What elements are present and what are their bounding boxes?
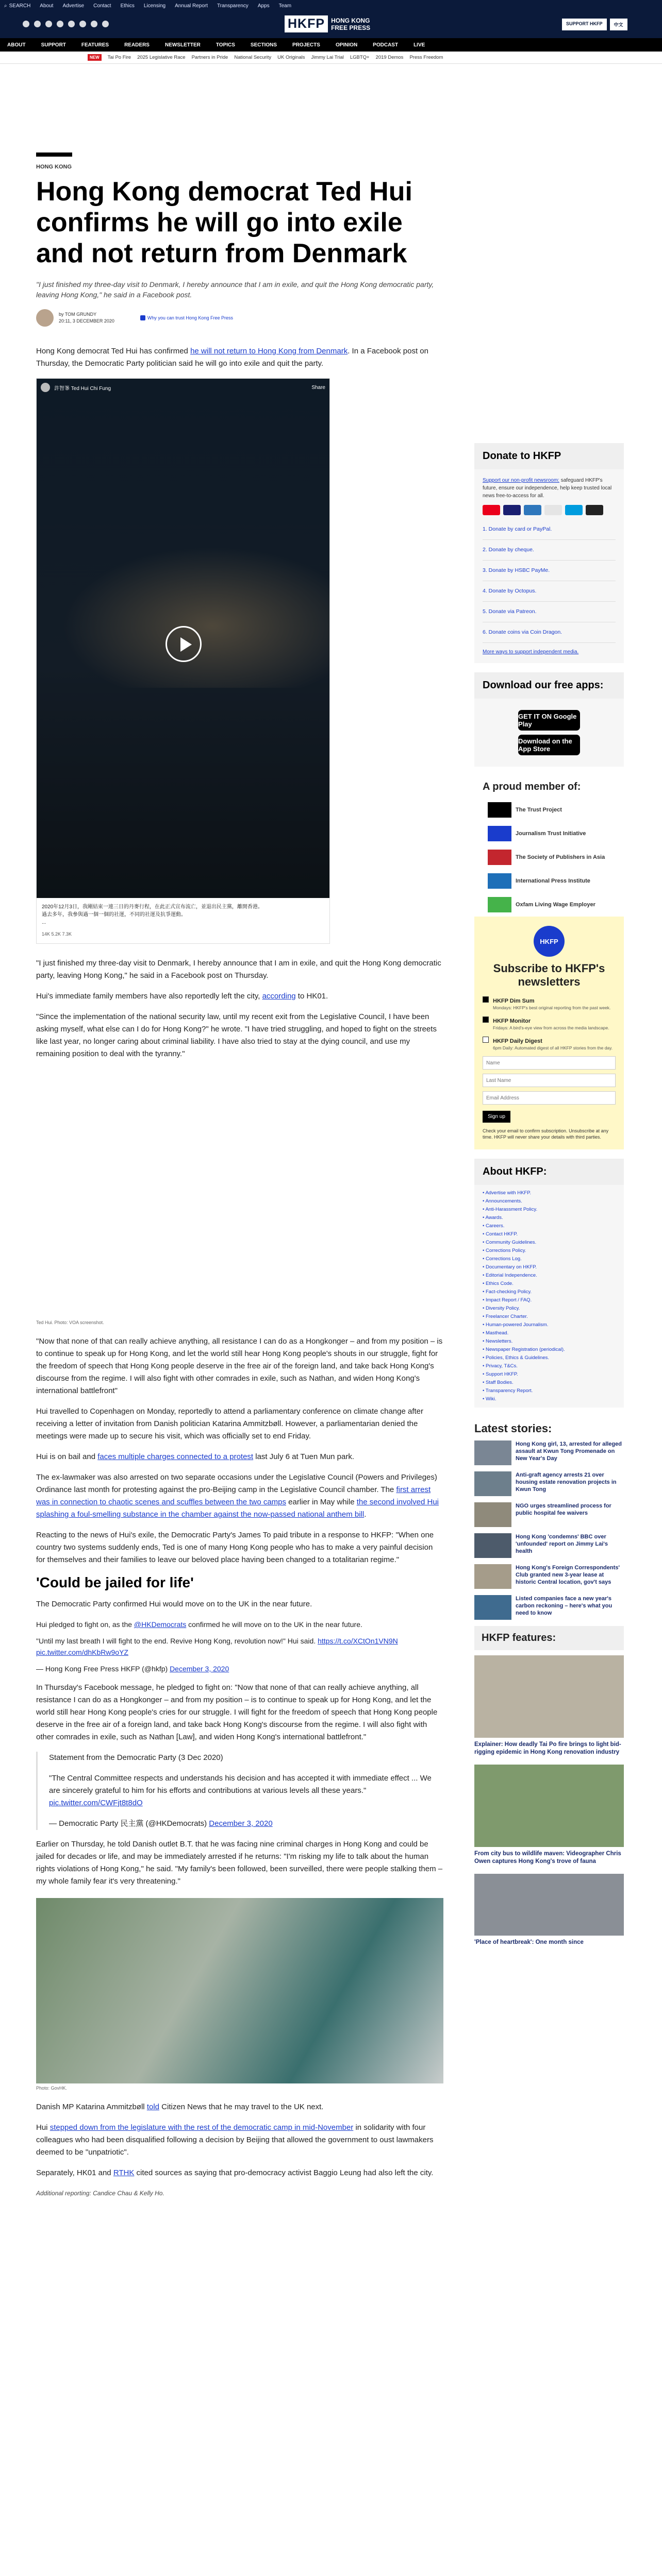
subnav-link[interactable]: 2025 Legislative Race: [137, 55, 186, 60]
story-thumbnail[interactable]: [474, 1440, 511, 1465]
donate-heading: Donate to HKFP: [474, 443, 624, 469]
share-button[interactable]: Share: [311, 384, 325, 391]
paragraph: Hui travelled to Copenhagen on Monday, reportedly to attend a parliamentary conference on climate change after receiving a letter of invitation from Danish politician Katarina Ammitzbøll. However, a parliamentarian denied the meetings were made up to secure his visit, which was officially set to end Friday.: [36, 1407, 424, 1440]
author-avatar: [36, 309, 54, 327]
nav-item[interactable]: TOPICS: [216, 42, 235, 48]
donate-panel: [474, 443, 624, 663]
inline-link[interactable]: stepped down from the legislature with the rest of the democratic camp in mid-November: [49, 2123, 354, 2132]
about-link[interactable]: • Wiki.: [483, 1396, 496, 1402]
paragraph: Reacting to the news of Hui's exile, the Democratic Party's James To paid tribute in a response to HKFP: "When one country two systems suddenly ends, Ted is one of many Hong Kong people who has to make a very painful decision for themselves and their families to leave our beloved place having been changed to a totalitarian regime.": [36, 1531, 434, 1564]
utility-link[interactable]: Team: [278, 3, 292, 9]
subnav-link[interactable]: 2019 Demos: [375, 55, 404, 60]
video-still: [37, 533, 329, 688]
nav-item[interactable]: PROJECTS: [292, 42, 320, 48]
trust-link[interactable]: Why you can trust Hong Kong Free Press: [140, 315, 233, 321]
donate-intro-link[interactable]: Support our non-profit newsroom:: [483, 478, 559, 483]
newsletter-logo: HKFP: [534, 926, 565, 957]
tweet-date-link[interactable]: December 3, 2020: [170, 1665, 229, 1673]
story-item[interactable]: [474, 1595, 624, 1620]
category-kicker[interactable]: HONG KONG: [36, 164, 72, 170]
about-link[interactable]: • Announcements.: [483, 1198, 522, 1204]
latest-heading: Latest stories:: [474, 1422, 552, 1435]
nav-item[interactable]: OPINION: [335, 42, 358, 48]
about-link[interactable]: • Staff Bodies.: [483, 1380, 514, 1385]
utility-bar: [0, 0, 662, 11]
signup-button[interactable]: Sign up: [483, 1111, 510, 1123]
subnav-link[interactable]: LGBTQ+: [350, 55, 370, 60]
member-logo[interactable]: Journalism Trust Initiative: [474, 822, 624, 845]
paragraph: Separately, HK01 and RTHK cited sources as saying that pro-democracy activist Baggio Leung had also left the city.: [36, 2168, 434, 2177]
about-link[interactable]: • Advertise with HKFP.: [483, 1190, 531, 1196]
paypal-icon: [565, 505, 583, 515]
about-link[interactable]: • Policies, Ethics & Guidelines.: [483, 1355, 549, 1361]
tweet-text: "The Central Committee respects and understands his decision and has accepted it with immediate effect ... We are sincerely grateful to him for his efforts and contributions at various levels all these years." pic.twitter.com/CWFjt8t8dO: [49, 1774, 432, 1807]
about-link[interactable]: • Transparency Report.: [483, 1388, 533, 1394]
ipi-logo: [488, 873, 511, 889]
inline-link[interactable]: first arrest was in connection to chaotic scenes and scuffles between the two camps: [36, 1485, 431, 1506]
apps-heading: Download our free apps:: [474, 672, 624, 699]
image-caption: Ted Hui. Photo: VOA screenshot.: [36, 1320, 104, 1325]
amex-icon: [524, 505, 541, 515]
author-name[interactable]: by TOM GRUNDY: [59, 312, 97, 317]
google-play-button[interactable]: GET IT ON Google Play: [518, 710, 580, 731]
feature-title[interactable]: Explainer: How deadly Tai Po fire brings to light bid-rigging epidemic in Hong Kong renovation industry: [474, 1741, 621, 1755]
checkbox[interactable]: [483, 1016, 489, 1023]
support-button[interactable]: SUPPORT HKFP: [562, 19, 607, 30]
features-panel: [474, 1626, 624, 1946]
first-name-input[interactable]: [483, 1056, 616, 1070]
subnav-link[interactable]: Partners in Pride: [191, 55, 228, 60]
member-logo[interactable]: The Trust Project: [474, 798, 624, 822]
paragraph: Earlier on Thursday, he told Danish outlet B.T. that he was facing nine criminal charges in Hong Kong and could be jailed for decades or life, and may be immediately arrested if he returns: "I'm risking my life to talk about the human rights violations of Hong Kong," he said. "My family's been followed, been surveilled, there were people stalking them – my whole family fear it's very threatening.": [36, 1840, 443, 1886]
subnav-link[interactable]: UK Originals: [277, 55, 305, 60]
about-link[interactable]: • Editorial Independence.: [483, 1273, 537, 1278]
visa-icon: [503, 505, 521, 515]
search-button[interactable]: ⌕ SEARCH: [4, 3, 31, 9]
feature-image[interactable]: [474, 1874, 624, 1936]
story-title[interactable]: Hong Kong 'condemns' BBC over 'unfounded' report on Jimmy Lai's health: [516, 1534, 608, 1554]
logo-name: HONG KONG FREE PRESS: [331, 16, 371, 31]
newsletter-fineprint: Check your email to confirm subscription. Unsubscribe at any time. HKFP will never share your details with third parties.: [483, 1128, 609, 1140]
checkbox[interactable]: [483, 1037, 489, 1043]
facebook-icon[interactable]: [23, 21, 29, 27]
logo-mark: HKFP: [285, 15, 328, 32]
inline-link[interactable]: he will not return to Hong Kong from Denmark: [190, 347, 348, 355]
utility-link[interactable]: Ethics: [120, 3, 135, 9]
additional-reporting: Additional reporting: Candice Chau & Kelly Ho.: [36, 2190, 164, 2197]
video-player[interactable]: [37, 379, 329, 898]
paragraph: In Thursday's Facebook message, he pledged to fight on: "Now that none of that can really achieve anything, all resistance I can do as a Hongkonger – and from my position – is to continue to speak up for Hong Kong, and let the world still hear Hong Kong people's cries for our struggle. I will fight for the freedom of speech that Hong Kong people deserve in the free air of a foreign land, and take back Hong Kong's discourse from the regime. I will also fight with other comrades in exile, such as Nathan [Law], and widen Hong Kong's international battlefront.": [36, 1683, 438, 1741]
article-dek: "I just finished my three-day visit to Denmark, I hereby announce that I am in exile, and quit the Hong Kong democratic party, leaving Hong Kong," he said in a Facebook post.: [36, 280, 434, 299]
x-icon[interactable]: [34, 21, 41, 27]
about-link[interactable]: • Careers.: [483, 1223, 505, 1229]
about-link[interactable]: • Support HKFP.: [483, 1371, 518, 1377]
section-heading: 'Could be jailed for life': [36, 1574, 194, 1590]
feature-image[interactable]: [474, 1765, 624, 1847]
about-link[interactable]: • Documentary on HKFP.: [483, 1264, 537, 1270]
instagram-icon[interactable]: [45, 21, 52, 27]
main-nav: [0, 38, 662, 52]
member-logo[interactable]: The Society of Publishers in Asia: [474, 845, 624, 869]
story-title[interactable]: NGO urges streamlined process for public hospital fee waivers: [516, 1503, 611, 1516]
tweet-embed: [36, 1752, 443, 1830]
masthead-actions: [562, 19, 627, 30]
about-link[interactable]: • Privacy, T&Cs.: [483, 1363, 518, 1369]
applepay-icon: [586, 505, 603, 515]
utility-link[interactable]: About: [40, 3, 54, 9]
inline-link[interactable]: RTHK: [113, 2168, 135, 2177]
subnav-link[interactable]: Tai Po Fire: [107, 55, 131, 60]
unionpay-icon: [544, 505, 562, 515]
about-heading: About HKFP:: [474, 1159, 624, 1185]
nav-item[interactable]: NEWSLETTER: [164, 42, 201, 48]
paragraph: Hui stepped down from the legislature with the rest of the democratic camp in mid-November in solidarity with four colleagues who had been disqualified following a decision by Beijing that allowed the government to oust lawmakers deemed to be "unpatriotic".: [36, 2123, 434, 2157]
subnav-link[interactable]: Jimmy Lai Trial: [311, 55, 344, 60]
search-icon: ⌕: [4, 3, 7, 9]
sopa-logo: [488, 850, 511, 865]
story-thumbnail[interactable]: [474, 1471, 511, 1496]
masthead: [0, 11, 662, 38]
donate-option[interactable]: 2. Donate by cheque.: [483, 540, 616, 561]
member-heading: A proud member of:: [483, 781, 581, 792]
feature-title[interactable]: 'Place of heartbreak': One month since: [474, 1939, 584, 1945]
story-thumbnail[interactable]: [474, 1564, 511, 1589]
about-link[interactable]: • Newsletters.: [483, 1338, 513, 1344]
site-logo[interactable]: [285, 15, 370, 32]
utility-link[interactable]: Apps: [257, 3, 270, 9]
utility-link[interactable]: Licensing: [143, 3, 166, 9]
byline: [36, 309, 443, 327]
article-image: [36, 1071, 443, 1318]
tweet-attribution: — Democratic Party 民主黨 (@HKDemocrats) December 3, 2020: [49, 1819, 273, 1828]
feature-item[interactable]: [474, 1874, 624, 1946]
utility-link[interactable]: Contact: [93, 3, 111, 9]
profile-picture: [41, 383, 50, 392]
nav-item[interactable]: FEATURES: [81, 42, 109, 48]
feature-item[interactable]: [474, 1655, 624, 1756]
tweet-embed: Hui pledged to fight on, as the @HKDemocrats confirmed he will move on to the UK in the near future. "Until my last breath I will fight to the end. Revive Hong Kong, revolution now!" Hui said. https://t.co/XCtOn1VN9N pic.twitter.com/dhKbRw9oYZ — Hong Kong Free Press HKFP (@hkfp) December 3, 2020: [36, 1620, 398, 1673]
reaction-counts: 14K 5.2K 7.3K: [42, 931, 72, 937]
story-title[interactable]: Anti-graft agency arrests 21 over housing estate renovation projects in Kwun Tong: [516, 1472, 617, 1493]
nav-item[interactable]: LIVE: [413, 42, 425, 48]
article-image: [36, 1898, 443, 2083]
story-item[interactable]: [474, 1533, 624, 1558]
rss-icon[interactable]: [102, 21, 109, 27]
member-logo[interactable]: International Press Institute: [474, 869, 624, 893]
about-link[interactable]: • Corrections Log.: [483, 1256, 522, 1262]
play-icon[interactable]: [166, 626, 202, 662]
nav-item[interactable]: PODCAST: [373, 42, 399, 48]
app-store-button[interactable]: Download on the App Store: [518, 735, 580, 755]
checkbox[interactable]: [483, 996, 489, 1003]
nav-item[interactable]: SUPPORT: [41, 42, 66, 48]
story-item[interactable]: [474, 1440, 624, 1465]
about-link[interactable]: • Freelancer Charter.: [483, 1314, 528, 1319]
feature-image[interactable]: [474, 1655, 624, 1738]
utility-link[interactable]: Advertise: [62, 3, 85, 9]
oxfam-logo: [488, 897, 511, 912]
donate-option[interactable]: 1. Donate by card or PayPal.: [483, 519, 616, 540]
article-title: Hong Kong democrat Ted Hui confirms he will go into exile and not return from Denmark: [36, 177, 412, 268]
nav-item[interactable]: READERS: [124, 42, 150, 48]
subnav-link[interactable]: National Security: [234, 55, 272, 60]
about-link[interactable]: • Masthead.: [483, 1330, 509, 1336]
newsletter-panel: [474, 917, 624, 1149]
threads-icon[interactable]: [57, 21, 63, 27]
embed-author[interactable]: 許智峯 Ted Hui Chi Fung: [54, 385, 111, 392]
kicker-rule: [36, 152, 72, 157]
tweet-text: Statement from the Democratic Party (3 Dec 2020): [49, 1753, 223, 1762]
mastercard-icon: [483, 505, 500, 515]
story-thumbnail[interactable]: [474, 1595, 511, 1620]
about-link[interactable]: • Anti-Harassment Policy.: [483, 1207, 538, 1212]
last-name-input[interactable]: [483, 1074, 616, 1087]
inline-link[interactable]: faces multiple charges connected to a protest: [97, 1452, 254, 1461]
paragraph: Hui is on bail and faces multiple charges connected to a protest last July 6 at Tuen Mun park.: [36, 1452, 355, 1461]
youtube-icon[interactable]: [68, 21, 75, 27]
story-item[interactable]: [474, 1564, 624, 1589]
paragraph: Danish MP Katarina Ammitzbøll told Citizen News that he may travel to the UK next.: [36, 2103, 324, 2111]
linkedin-icon[interactable]: [79, 21, 86, 27]
newsletter-option[interactable]: HKFP Dim Sum Mondays: HKFP's best original reporting from the past week.: [483, 996, 616, 1011]
support-more-link[interactable]: More ways to support independent media.: [483, 649, 579, 655]
donate-option[interactable]: 3. Donate by HSBC PayMe.: [483, 561, 616, 581]
nav-item[interactable]: SECTIONS: [250, 42, 277, 48]
feature-title[interactable]: From city bus to wildlife maven: Videographer Chris Owen captures Hong Kong's trove of fauna: [474, 1851, 621, 1865]
donate-intro: Support our non-profit newsroom: safeguard HKFP's future, ensure our independence, help keep trusted local news free-to-access for all.: [483, 478, 612, 499]
language-button[interactable]: 中文: [610, 19, 627, 30]
sidebar: [474, 443, 624, 1955]
sub-nav: [0, 52, 662, 64]
trust-project-logo: [488, 802, 511, 818]
newsletter-option[interactable]: HKFP Monitor Fridays: A bird's-eye view from across the media landscape.: [483, 1016, 616, 1031]
article: [36, 152, 443, 2197]
member-logo[interactable]: Oxfam Living Wage Employer: [474, 893, 624, 917]
publish-date: 20:11, 3 DECEMBER 2020: [59, 318, 114, 324]
story-item[interactable]: [474, 1502, 624, 1527]
apps-panel: [474, 672, 624, 767]
story-thumbnail[interactable]: [474, 1533, 511, 1558]
inline-link[interactable]: told: [146, 2103, 159, 2111]
trust-icon: [140, 315, 145, 320]
facebook-video-embed: [36, 378, 330, 944]
jti-logo: [488, 826, 511, 841]
about-links: [474, 1185, 624, 1408]
telegram-icon[interactable]: [91, 21, 97, 27]
about-link[interactable]: • Community Guidelines.: [483, 1240, 537, 1245]
paragraph: "Now that none of that can really achieve anything, all resistance I can do as a Hongkonger – and from my position – is to continue to speak up for Hong Kong, and let the world still hear Hong Kong people's shouts in our struggle, fight for the freedom of speech that Hong Kong people deserve in the free air of the foreign land, and take back Hong Kong's discourse from the regime. I will also fight with other comrades in exile, such as Nathan, and widen Hong Kong's international battlefront": [36, 1337, 443, 1395]
embed-header: [37, 379, 329, 396]
latest-stories: [474, 1417, 624, 1620]
byline-meta: [59, 311, 114, 325]
about-link[interactable]: • Diversity Policy.: [483, 1306, 520, 1311]
inline-link[interactable]: the second involved Hui splashing a foul-smelling substance in the chamber against the now-passed national anthem bill: [36, 1498, 439, 1519]
new-badge: NEW: [88, 54, 102, 61]
paragraph: Hui's immediate family members have also reportedly left the city, according to HK01.: [36, 992, 328, 1001]
social-links: [23, 21, 109, 27]
member-panel: [474, 776, 624, 917]
tweet-link[interactable]: pic.twitter.com/CWFjt8t8dO: [49, 1799, 143, 1807]
story-title[interactable]: Listed companies face a new year's carbon reckoning – here's what you need to know: [516, 1596, 613, 1616]
embed-caption: 2020年12月3日，我剛結束一連三日的丹麥行程，在此正式宣布流亡，並退出民主黨，離開香港。 過去多年，我參與過一個一個的社運，不同的社運及抗爭運動。 ... 14K 5.2K 7.3K: [37, 898, 329, 943]
about-link[interactable]: • Corrections Policy.: [483, 1248, 526, 1253]
donate-option[interactable]: 5. Donate via Patreon.: [483, 602, 616, 622]
features-heading: HKFP features:: [474, 1626, 624, 1650]
subnav-link[interactable]: Press Freedom: [409, 55, 443, 60]
story-title[interactable]: Hong Kong girl, 13, arrested for alleged assault at Kwun Tong Promenade on New Year's Day: [516, 1441, 622, 1462]
about-link[interactable]: • Human-powered Journalism.: [483, 1322, 549, 1328]
utility-link[interactable]: Transparency: [217, 3, 249, 9]
donate-option[interactable]: 4. Donate by Octopus.: [483, 581, 616, 602]
about-link[interactable]: • Impact Report / FAQ.: [483, 1297, 532, 1303]
donate-option[interactable]: 6. Donate coins via Coin Dragon.: [483, 622, 616, 643]
story-thumbnail[interactable]: [474, 1502, 511, 1527]
story-title[interactable]: Hong Kong's Foreign Correspondents' Club granted new 3-year lease at historic Central location, gov't says: [516, 1565, 620, 1585]
paragraph: "Since the implementation of the national security law, until my recent exit from the Legislative Council, I have been asking myself, what else can I do for Hong Kong?" he wrote. "I have tried struggling, and hoped to fight on the streets like last year, no longer caring about criminal liability. I have also tried to stay at the dying council, and use my remaining position to deal with the tyranny.": [36, 1012, 437, 1058]
about-link[interactable]: • Awards.: [483, 1215, 503, 1221]
about-panel: [474, 1159, 624, 1408]
paragraph: "I just finished my three-day visit to Denmark, I hereby announce that I am in exile, and quit the Hong Kong democratic party, leaving Hong Kong," he said in a Facebook post on Thursday.: [36, 959, 441, 980]
newsletter-option[interactable]: HKFP Daily Digest 6pm Daily: Automated digest of all HKFP stories from the day.: [483, 1036, 616, 1051]
inline-link[interactable]: according: [262, 992, 296, 1001]
paragraph: The Democratic Party confirmed Hui would move on to the UK in the near future.: [36, 1600, 312, 1608]
email-input[interactable]: [483, 1091, 616, 1105]
about-link[interactable]: • Fact-checking Policy.: [483, 1289, 532, 1295]
tweet-mention-link[interactable]: @HKDemocrats: [134, 1620, 187, 1629]
about-link[interactable]: • Contact HKFP.: [483, 1231, 518, 1237]
paragraph: The ex-lawmaker was also arrested on two separate occasions under the Legislative Council (Powers and Privileges) Ordinance last month for protesting against the pro-Beijing camp in the Legislative Council chamber. The first arrest was in connection to chaotic scenes and scuffles between the two camps earlier in May while the second involved Hui splashing a foul-smelling substance in the chamber against the now-passed national anthem bill.: [36, 1473, 439, 1519]
paragraph: Hong Kong democrat Ted Hui has confirmed he will not return to Hong Kong from Denmark. In a Facebook post on Thursday, the Democratic Party politician said he will go into exile and quit the party.: [36, 347, 428, 368]
story-item[interactable]: [474, 1471, 624, 1496]
about-link[interactable]: • Ethics Code.: [483, 1281, 514, 1286]
about-link[interactable]: • Newspaper Registration (periodical).: [483, 1347, 565, 1352]
feature-item[interactable]: [474, 1765, 624, 1866]
newsletter-heading: Subscribe to HKFP's newsletters: [493, 962, 605, 988]
nav-item[interactable]: ABOUT: [7, 42, 26, 48]
image-caption: Photo: GovHK.: [36, 2086, 68, 2091]
payment-icons: [483, 505, 616, 515]
tweet-link[interactable]: https://t.co/XCtOn1VN9N pic.twitter.com/dhKbRw9oYZ: [36, 1637, 398, 1656]
tweet-date-link[interactable]: December 3, 2020: [209, 1819, 273, 1828]
utility-link[interactable]: Annual Report: [175, 3, 208, 9]
